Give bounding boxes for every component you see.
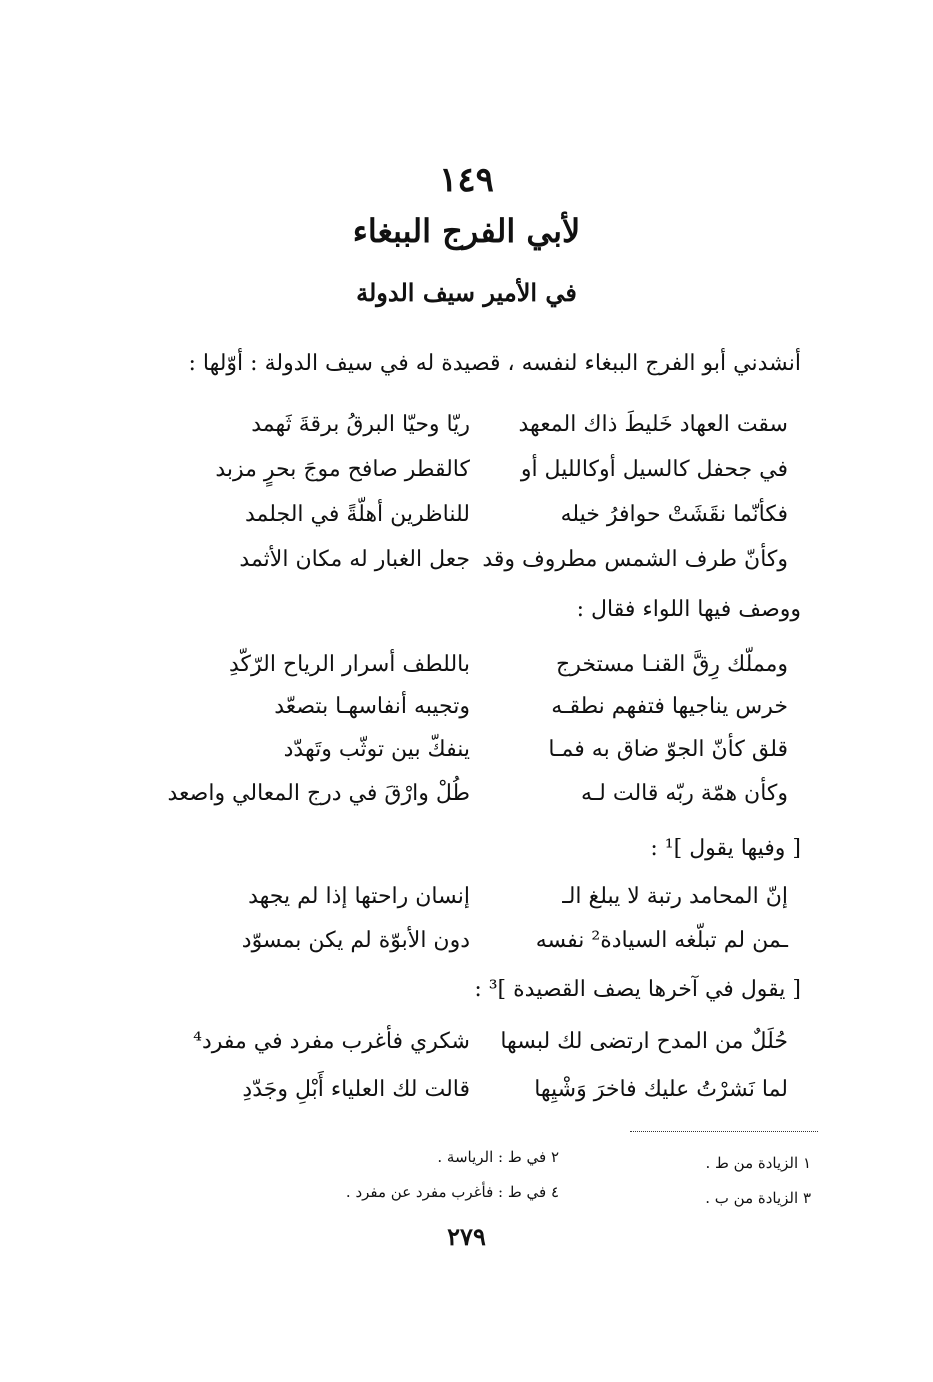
verse-second-hemistich: للناظرين أهلّةً في الجلمد: [244, 502, 470, 527]
verse-line: [167, 777, 788, 811]
verse-first-hemistich: لما نَشرْتُ عليك فاخرَ وَشْيِها: [534, 1077, 788, 1102]
verse-first-hemistich: وكأنّ طرف الشمس مطروف وقد: [482, 547, 788, 572]
verse-first-hemistich: حُلَلٌ من المدح ارتضى لك لبسها: [500, 1029, 788, 1054]
verse-first-hemistich: وكأن همّة ربّه قالت لـه: [580, 781, 788, 806]
poem-number: ١٤٩: [439, 160, 494, 200]
intro-line-3: [ وفيها يقول ]¹ :: [650, 836, 801, 861]
footnote-4: ٤ في ط : فأغرب مفرد عن مفرد .: [345, 1183, 559, 1201]
verse-line: [188, 408, 788, 442]
verse-second-hemistich: وتجيبه أنفاسهـا بتصعّد: [274, 694, 470, 719]
verse-line: [188, 1073, 788, 1107]
footnote-3: ٣ الزيادة من ب .: [705, 1189, 811, 1207]
verse-first-hemistich: خرس يناجيها فتفهم نطقـه: [551, 694, 788, 719]
verse-second-hemistich: ريّا وحيّا البرقُ برقةَ ثَهمد: [251, 412, 470, 437]
verse-second-hemistich: ينفكّ بين توثّب وتَهدّد: [283, 737, 470, 762]
verse-first-hemistich: سقت العهاد خَليطَ ذاك المعهد: [518, 412, 788, 437]
footnote-1: ١ الزيادة من ط .: [705, 1154, 811, 1172]
verse-line: [188, 453, 788, 487]
verse-line: [188, 498, 788, 532]
verse-second-hemistich: دون الأبوّة لم يكن بمسوّد: [241, 928, 470, 953]
verse-second-hemistich: إنسان راحتها إذا لم يجهد: [248, 884, 470, 909]
footnote-divider: [630, 1131, 818, 1132]
verse-line: [188, 733, 788, 767]
verse-line: [188, 690, 788, 724]
verse-first-hemistich: ومملّك رِقَّ القنـا مستخرج: [556, 652, 788, 677]
intro-line-4: [ يقول في آخرها يصف القصيدة ]³ :: [474, 977, 801, 1002]
intro-line: أنشدني أبو الفرج الببغاء لنفسه ، قصيدة له في سيف الدولة : أوّلها :: [188, 351, 801, 376]
verse-second-hemistich: طُلْ وارْقَ في درج المعالي واصعد: [167, 781, 470, 806]
verse-first-hemistich: ـمن لم تبلّغه السيادة² نفسه: [535, 928, 788, 953]
verse-second-hemistich: باللطف أسرار الرياح الرّكّدِ: [229, 652, 470, 677]
poem-title: لأبي الفرج الببغاء: [352, 212, 581, 250]
poem-subtitle: في الأمير سيف الدولة: [356, 278, 577, 307]
verse-line: [188, 880, 788, 914]
verse-second-hemistich: جعل الغبار له مكان الأثمد: [239, 547, 470, 572]
verse-line: [188, 1025, 788, 1059]
verse-first-hemistich: قلق كأنّ الجوّ ضاق به فمـا: [548, 737, 788, 762]
verse-second-hemistich: كالقطر صافح موجَ بحرٍ مزبد: [215, 457, 470, 482]
verse-line: [188, 924, 788, 958]
page-number: ٢٧٩: [447, 1222, 486, 1251]
verse-second-hemistich: قالت لك العلياء أَبْلِ وجَدّدِ: [242, 1077, 470, 1102]
verse-line: [188, 648, 788, 682]
verse-first-hemistich: إنّ المحامد رتبة لا يبلغ الـ: [562, 884, 788, 909]
verse-first-hemistich: فكأنّما نقَشَتْ حوافرُ خيله: [560, 502, 788, 527]
verse-second-hemistich: شكري فأغرب مفرد في مفرد⁴: [193, 1029, 470, 1054]
footnote-2: ٢ في ط : الرياسة .: [437, 1148, 559, 1166]
verse-line: [188, 543, 788, 577]
verse-first-hemistich: في جحفل كالسيل أوكالليل أو: [520, 457, 788, 482]
intro-line-2: ووصف فيها اللواء فقال :: [576, 597, 801, 622]
